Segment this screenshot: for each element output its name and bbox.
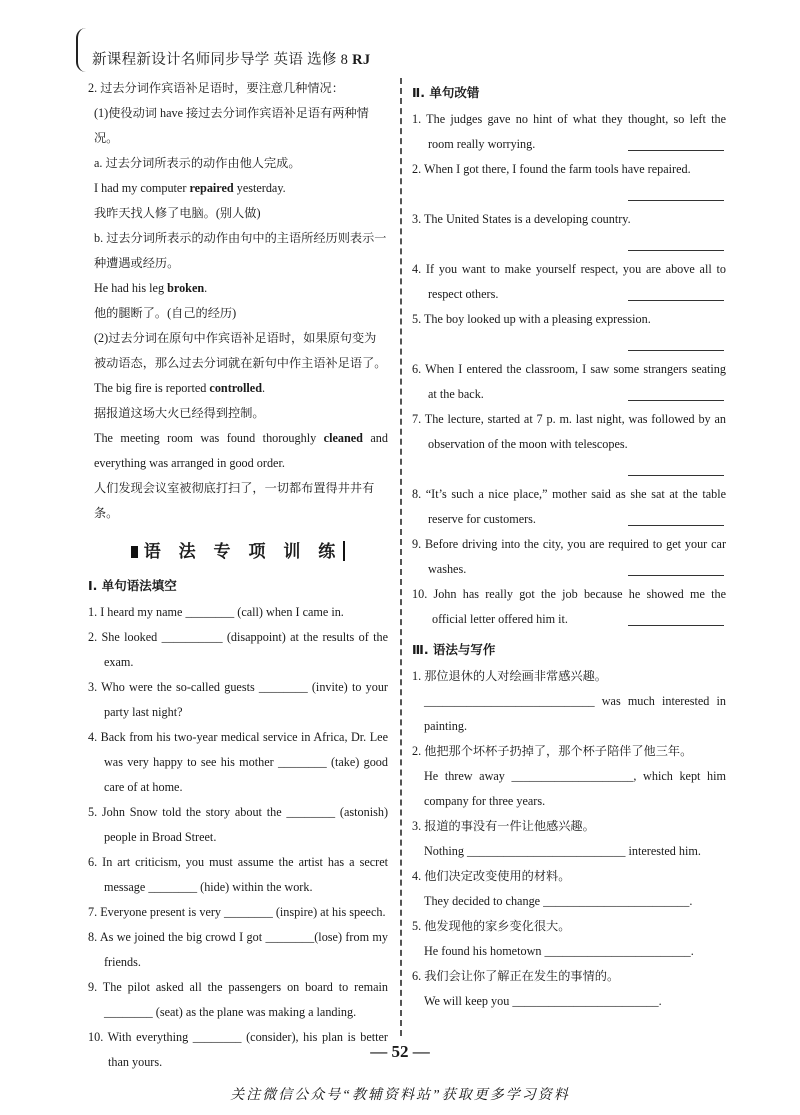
answer-blank[interactable] [628,186,724,201]
writing-answer[interactable]: ____________________________ was much interested in painting. [424,694,726,733]
answer-line[interactable] [412,307,726,332]
note-a: a. 过去分词所表示的动作由他人完成。 [94,156,301,170]
example-1 [88,176,388,201]
correction-item: 3. The United States is a developing country. [412,212,631,226]
answer-line[interactable] [412,157,726,182]
left-column [88,76,388,1075]
exercise-item: 1. I heard my name ________ (call) when I came in. [88,605,344,619]
writing-prompt: 3. 报道的事没有一件让他感兴趣。 [412,819,595,833]
answer-blank[interactable] [628,336,724,351]
right-column [412,76,726,1014]
correction-item: 7. The lecture, started at 7 p. m. last night, was followed by an observation of the moon with telescopes. [412,412,726,451]
column-divider [400,78,402,1036]
writing-answer[interactable]: We will keep you ________________________. [424,994,662,1008]
example-3-translation: 据报道这场大火已经得到控制。 [94,406,265,420]
example-2 [88,276,388,301]
example-3 [88,376,388,401]
answer-blank[interactable] [628,461,724,476]
title-bar-icon [343,541,345,561]
example-1-translation: 我昨天找人修了电脑。(别人做) [94,206,261,220]
writing-answer[interactable]: They decided to change ________________________. [424,894,693,908]
answer-line[interactable] [412,457,726,482]
exercise-item: 7. Everyone present is very ________ (inspire) at his speech. [88,905,386,919]
exercise-item: 6. In art criticism, you must assume the artist has a secret message ________ (hide) within the work. [88,855,388,894]
writing-answer[interactable]: He found his hometown ________________________. [424,944,694,958]
exercise-item: 9. The pilot asked all the passengers on board to remain ________ (seat) as the plane was making a landing. [88,980,388,1019]
answer-blank[interactable] [628,561,724,576]
example-2-keyword: broken [167,281,205,295]
correction-item: 10. John has really got the job because he showed me the official letter offered him it. [412,587,726,626]
section-2-heading: Ⅱ. 单句改错 [412,85,480,100]
answer-line[interactable] [412,182,726,207]
correction-item: 5. The boy looked up with a pleasing expression. [412,312,651,326]
training-title-text: 语 法 专 项 训 练 [143,542,342,562]
answer-blank[interactable] [628,611,724,626]
correction-item: 2. When I got there, I found the farm tools have repaired. [412,162,691,176]
header-bracket [76,28,86,72]
note-b: b. 过去分词所表示的动作由句中的主语所经历则表示一种遭遇或经历。 [94,231,387,270]
writing-prompt: 4. 他们决定改变使用的材料。 [412,869,571,883]
example-3-end: . [262,381,266,395]
exercise-item: 8. As we joined the big crowd I got ________(lose) from my friends. [88,930,388,969]
correction-item: 8. “It’s such a nice place,” mother said as she sat at the table reserve for customers. [412,487,726,526]
answer-blank[interactable] [628,136,724,151]
writing-answer[interactable]: Nothing __________________________ interested him. [424,844,701,858]
exercise-item: 5. John Snow told the story about the ________ (astonish) people in Broad Street. [88,805,388,844]
section-3-heading: Ⅲ. 语法与写作 [412,642,496,657]
exercise-item: 3. Who were the so-called guests ________ (invite) to your party last night? [88,680,388,719]
correction-item: 6. When I entered the classroom, I saw some strangers seating at the back. [412,362,726,401]
example-3-text: The big fire is reported [94,381,210,395]
answer-line[interactable] [412,232,726,257]
answer-blank[interactable] [628,286,724,301]
example-2-translation: 他的腿断了。(自己的经历) [94,306,237,320]
example-4-translation: 人们发现会议室被彻底打扫了，一切都布置得井井有条。 [94,481,375,520]
correction-item: 9. Before driving into the city, you are required to get your car washes. [412,537,726,576]
footer-note: 关注微信公众号“教辅资料站”获取更多学习资料 [230,1088,570,1103]
answer-blank[interactable] [628,511,724,526]
example-3-keyword: controlled [209,381,262,395]
example-4-text: The meeting room was found thoroughly [94,431,324,445]
example-4 [88,426,388,476]
example-4-end: and everything was arranged in good order. [94,431,388,470]
exercise-item: 10. With everything ________ (consider), his plan is better than yours. [88,1030,388,1069]
example-2-end: . [204,281,208,295]
note-sub-1: (1)使役动词 have 接过去分词作宾语补足语有两种情况。 [94,106,369,145]
answer-blank[interactable] [628,236,724,251]
example-4-keyword: cleaned [323,431,363,445]
writing-prompt: 5. 他发现他的家乡变化很大。 [412,919,571,933]
answer-line[interactable] [412,582,726,607]
title-marker-icon [131,546,138,558]
section-1-heading: Ⅰ. 单句语法填空 [88,578,177,593]
header-subject: 英语 [273,52,304,68]
answer-blank[interactable] [628,386,724,401]
answer-line[interactable] [412,632,726,657]
example-1-text: I had my computer [94,181,190,195]
running-header [92,48,370,69]
correction-item: 1. The judges gave no hint of what they thought, so left the room really worrying. [412,112,726,151]
writing-prompt: 2. 他把那个坏杯子扔掉了，那个杯子陪伴了他三年。 [412,744,693,758]
answer-line[interactable] [412,407,726,432]
answer-line[interactable] [412,332,726,357]
header-book: 选修 8 [307,52,349,68]
example-1-keyword: repaired [189,181,234,195]
header-title: 新课程新设计名师同步导学 [92,52,270,68]
writing-prompt: 1. 那位退休的人对绘画非常感兴趣。 [412,669,607,683]
correction-item: 4. If you want to make yourself respect, you are above all to respect others. [412,262,726,301]
note-sub-2: (2)过去分词在原句中作宾语补足语时，如果原句变为被动语态，那么过去分词就在新句中作主语补足语了。 [94,331,387,370]
answer-line[interactable] [412,532,726,557]
exercise-item: 2. She looked __________ (disappoint) at the results of the exam. [88,630,388,669]
exercise-item: 4. Back from his two-year medical service in Africa, Dr. Lee was very happy to see his mother ________ (take) good care of at home. [88,730,388,794]
writing-answer[interactable]: He threw away ____________________, which kept him company for three years. [424,769,726,808]
writing-prompt: 6. 我们会让你了解正在发生的事情的。 [412,969,620,983]
page-number: — 52 — [370,1042,430,1061]
example-2-text: He had his leg [94,281,168,295]
note-2: 2. 过去分词作宾语补足语时，要注意几种情况： [88,81,344,95]
example-1-end: yesterday. [233,181,286,195]
header-edition: RJ [352,52,371,68]
training-title [88,540,388,565]
